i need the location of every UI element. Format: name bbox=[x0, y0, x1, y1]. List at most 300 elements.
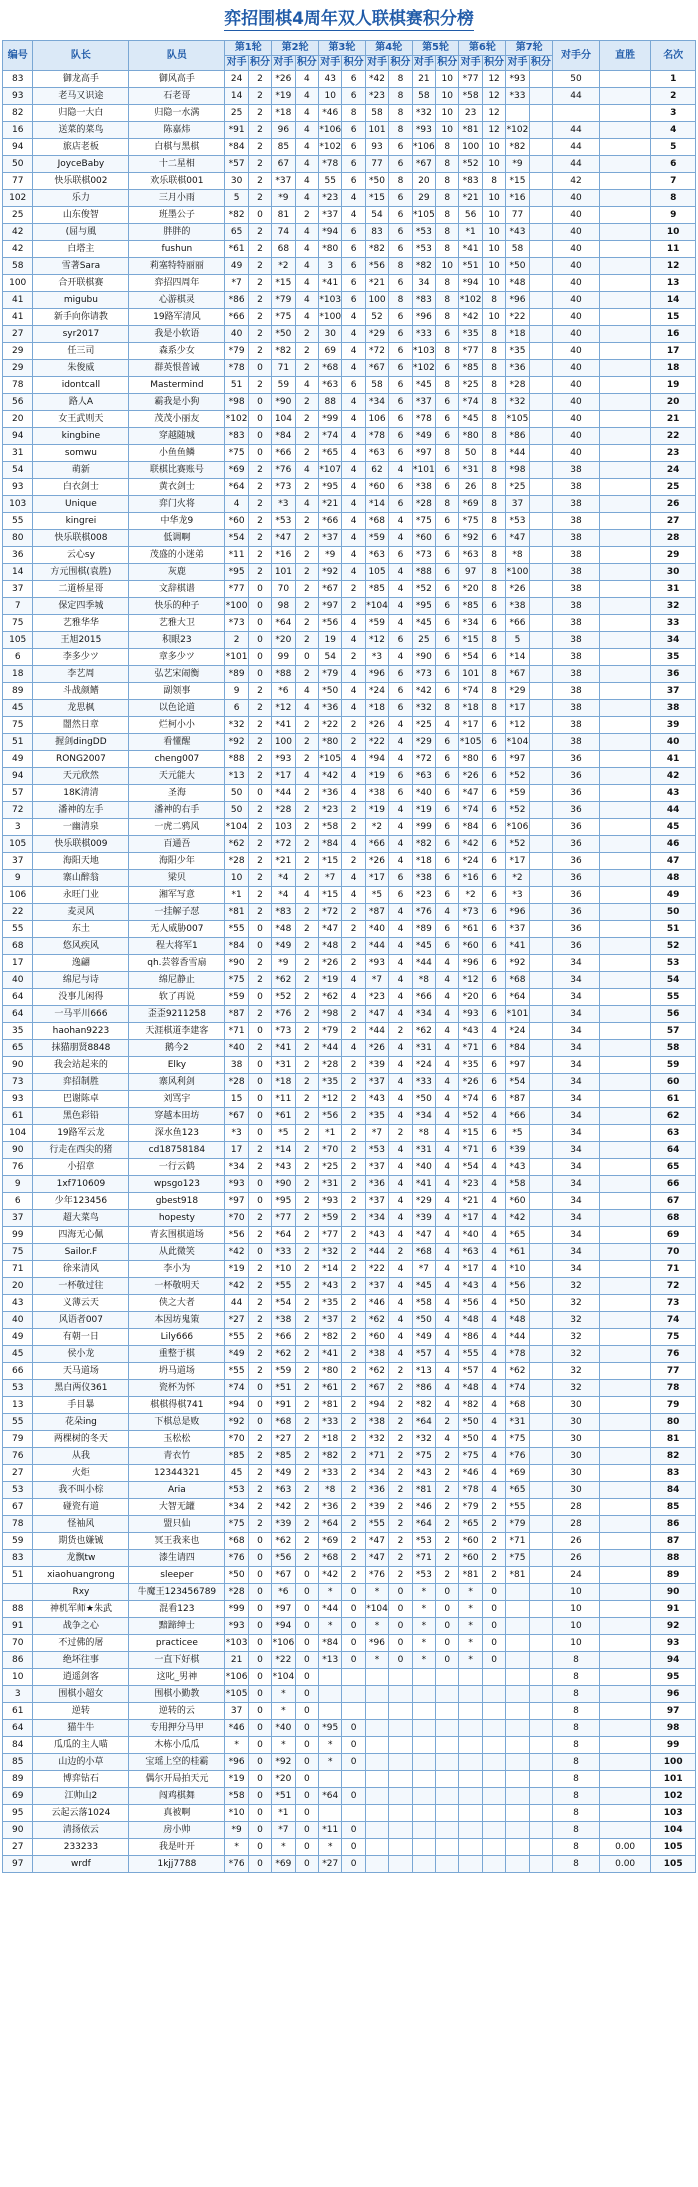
cell-team-id: 83 bbox=[3, 1550, 33, 1567]
cell-r6-opp: *60 bbox=[459, 1550, 482, 1567]
cell-r6-opp: *105 bbox=[459, 734, 482, 751]
cell-r6-opp: *54 bbox=[459, 649, 482, 666]
cell-direct bbox=[599, 887, 651, 904]
cell-r4-opp: *63 bbox=[365, 445, 388, 462]
cell-team-id: 51 bbox=[3, 1567, 33, 1584]
cell-r2-score: 2 bbox=[295, 1108, 318, 1125]
cell-r1-score: 2 bbox=[248, 904, 271, 921]
cell-member: 天涯棋道李建客 bbox=[129, 1023, 225, 1040]
cell-r1-score: 2 bbox=[248, 479, 271, 496]
cell-r3-opp: *93 bbox=[319, 1193, 342, 1210]
cell-r7-score bbox=[529, 1550, 552, 1567]
cell-captain: 老马又识途 bbox=[33, 88, 129, 105]
cell-opp-total: 36 bbox=[553, 768, 600, 785]
cell-r7-score bbox=[529, 428, 552, 445]
cell-r6-opp: *54 bbox=[459, 1159, 482, 1176]
cell-team-id: 10 bbox=[3, 1669, 33, 1686]
cell-r5-opp bbox=[412, 1839, 435, 1856]
cell-r7-score bbox=[529, 71, 552, 88]
cell-team-id bbox=[3, 1584, 33, 1601]
cell-r7-opp: *74 bbox=[506, 1380, 529, 1397]
cell-r7-opp bbox=[506, 1669, 529, 1686]
cell-r5-score: 4 bbox=[436, 1142, 459, 1159]
cell-r2-opp: *90 bbox=[272, 1176, 295, 1193]
cell-r3-opp: 55 bbox=[319, 173, 342, 190]
cell-r5-score: 8 bbox=[436, 343, 459, 360]
cell-r3-score: 2 bbox=[342, 1108, 365, 1125]
cell-r5-score: 4 bbox=[436, 1023, 459, 1040]
cell-r7-opp: *5 bbox=[506, 1125, 529, 1142]
cell-r3-score: 2 bbox=[342, 1414, 365, 1431]
cell-r2-score: 0 bbox=[295, 1839, 318, 1856]
cell-rank: 79 bbox=[651, 1397, 696, 1414]
cell-opp-total: 34 bbox=[553, 1159, 600, 1176]
cell-member: 程大将军1 bbox=[129, 938, 225, 955]
cell-r5-score: 6 bbox=[436, 683, 459, 700]
cell-rank: 84 bbox=[651, 1482, 696, 1499]
cell-r7-score bbox=[529, 1108, 552, 1125]
cell-captain: 白塔主 bbox=[33, 241, 129, 258]
cell-r1-opp: 24 bbox=[225, 71, 248, 88]
cell-r3-opp: *65 bbox=[319, 445, 342, 462]
cell-team-id: 14 bbox=[3, 564, 33, 581]
cell-r5-score: 8 bbox=[436, 445, 459, 462]
cell-r1-opp: *69 bbox=[225, 462, 248, 479]
header-r7-opp: 对手 bbox=[506, 56, 529, 71]
cell-r1-opp: *75 bbox=[225, 1516, 248, 1533]
cell-r7-opp bbox=[506, 1584, 529, 1601]
cell-r1-opp: *91 bbox=[225, 122, 248, 139]
cell-r4-opp: *21 bbox=[365, 275, 388, 292]
cell-direct bbox=[599, 615, 651, 632]
cell-r4-opp: 100 bbox=[365, 292, 388, 309]
cell-r4-opp bbox=[365, 1720, 388, 1737]
cell-r2-score: 2 bbox=[295, 428, 318, 445]
table-row bbox=[3, 292, 696, 309]
cell-member: 茂茂小丽友 bbox=[129, 411, 225, 428]
cell-r6-opp: *45 bbox=[459, 411, 482, 428]
cell-member: 寨风利剑 bbox=[129, 1074, 225, 1091]
cell-r1-score: 0 bbox=[248, 1601, 271, 1618]
cell-direct bbox=[599, 938, 651, 955]
cell-r3-score: 4 bbox=[342, 887, 365, 904]
cell-r6-score: 4 bbox=[482, 1210, 505, 1227]
cell-captain: JoyceBaby bbox=[33, 156, 129, 173]
cell-member: 专用押分马甲 bbox=[129, 1720, 225, 1737]
cell-member: 章多少ツ bbox=[129, 649, 225, 666]
cell-r6-score: 6 bbox=[482, 836, 505, 853]
cell-r3-score: 2 bbox=[342, 581, 365, 598]
cell-member: 逆转的云 bbox=[129, 1703, 225, 1720]
cell-r1-opp: *76 bbox=[225, 1856, 248, 1873]
cell-opp-total: 32 bbox=[553, 1346, 600, 1363]
cell-r3-opp: *46 bbox=[319, 105, 342, 122]
cell-r6-score: 4 bbox=[482, 1108, 505, 1125]
cell-r1-score: 2 bbox=[248, 751, 271, 768]
cell-r4-opp bbox=[365, 1669, 388, 1686]
cell-captain: 一杯敬过往 bbox=[33, 1278, 129, 1295]
cell-r5-opp: *40 bbox=[412, 1159, 435, 1176]
cell-direct bbox=[599, 1142, 651, 1159]
cell-r6-opp: *78 bbox=[459, 1482, 482, 1499]
table-row bbox=[3, 1023, 696, 1040]
cell-member: 心游棋灵 bbox=[129, 292, 225, 309]
cell-rank: 4 bbox=[651, 122, 696, 139]
cell-r7-score bbox=[529, 1125, 552, 1142]
cell-r6-opp: *71 bbox=[459, 1142, 482, 1159]
cell-r1-opp: *53 bbox=[225, 1482, 248, 1499]
cell-r2-opp: *75 bbox=[272, 309, 295, 326]
cell-r5-opp: *53 bbox=[412, 241, 435, 258]
cell-captain: 寨山醉翁 bbox=[33, 870, 129, 887]
cell-direct bbox=[599, 870, 651, 887]
cell-direct bbox=[599, 1278, 651, 1295]
cell-r5-score: 4 bbox=[436, 1346, 459, 1363]
cell-r5-opp: *66 bbox=[412, 989, 435, 1006]
cell-r5-opp: *99 bbox=[412, 819, 435, 836]
header-opp-total: 对手分 bbox=[553, 41, 600, 71]
cell-member: qh.芸蓉香雪扇 bbox=[129, 955, 225, 972]
cell-r5-opp: *101 bbox=[412, 462, 435, 479]
cell-opp-total: 34 bbox=[553, 1261, 600, 1278]
cell-r3-score bbox=[342, 1703, 365, 1720]
cell-rank: 76 bbox=[651, 1346, 696, 1363]
cell-r4-opp: *15 bbox=[365, 190, 388, 207]
cell-team-id: 20 bbox=[3, 411, 33, 428]
cell-r6-score: 6 bbox=[482, 853, 505, 870]
cell-r1-score: 0 bbox=[248, 1533, 271, 1550]
table-row bbox=[3, 343, 696, 360]
cell-r1-opp: *7 bbox=[225, 275, 248, 292]
cell-direct bbox=[599, 1635, 651, 1652]
cell-captain: 两棵树的冬天 bbox=[33, 1431, 129, 1448]
cell-team-id: 69 bbox=[3, 1788, 33, 1805]
cell-opp-total: 34 bbox=[553, 1227, 600, 1244]
cell-r7-score bbox=[529, 955, 552, 972]
cell-team-id: 27 bbox=[3, 1839, 33, 1856]
cell-r3-opp: 30 bbox=[319, 326, 342, 343]
cell-member: 圣海 bbox=[129, 785, 225, 802]
cell-r4-opp: 77 bbox=[365, 156, 388, 173]
cell-r1-score: 0 bbox=[248, 1567, 271, 1584]
cell-rank: 55 bbox=[651, 989, 696, 1006]
cell-opp-total: 34 bbox=[553, 1125, 600, 1142]
cell-r3-score: 0 bbox=[342, 1788, 365, 1805]
cell-captain: 天元欣然 bbox=[33, 768, 129, 785]
cell-r1-opp: *78 bbox=[225, 360, 248, 377]
cell-r3-score: 2 bbox=[342, 1380, 365, 1397]
cell-captain: 女王武则天 bbox=[33, 411, 129, 428]
cell-captain: 从我 bbox=[33, 1448, 129, 1465]
table-row bbox=[3, 1074, 696, 1091]
cell-r4-score: 4 bbox=[389, 564, 412, 581]
cell-direct bbox=[599, 683, 651, 700]
cell-captain: 乐力 bbox=[33, 190, 129, 207]
cell-rank: 104 bbox=[651, 1822, 696, 1839]
cell-r3-opp: *74 bbox=[319, 428, 342, 445]
cell-direct bbox=[599, 1754, 651, 1771]
cell-r1-score: 0 bbox=[248, 989, 271, 1006]
cell-r6-opp: 101 bbox=[459, 666, 482, 683]
cell-r1-opp: *10 bbox=[225, 1805, 248, 1822]
cell-captain: 风语者007 bbox=[33, 1312, 129, 1329]
cell-r2-opp: 99 bbox=[272, 649, 295, 666]
cell-r2-opp: *3 bbox=[272, 496, 295, 513]
cell-r4-opp: *39 bbox=[365, 1057, 388, 1074]
cell-r5-score: 2 bbox=[436, 1414, 459, 1431]
cell-team-id: 65 bbox=[3, 1040, 33, 1057]
cell-direct bbox=[599, 326, 651, 343]
cell-r6-opp: * bbox=[459, 1635, 482, 1652]
cell-r3-score: 2 bbox=[342, 921, 365, 938]
cell-r1-opp: *105 bbox=[225, 1686, 248, 1703]
cell-r2-opp: 104 bbox=[272, 411, 295, 428]
cell-r5-opp: *45 bbox=[412, 1278, 435, 1295]
cell-direct bbox=[599, 1771, 651, 1788]
cell-r6-opp: *52 bbox=[459, 156, 482, 173]
cell-r3-opp: *22 bbox=[319, 717, 342, 734]
cell-direct bbox=[599, 360, 651, 377]
cell-opp-total: 32 bbox=[553, 1295, 600, 1312]
cell-r2-score: 4 bbox=[295, 173, 318, 190]
cell-r3-opp: *21 bbox=[319, 496, 342, 513]
cell-member: 石老哥 bbox=[129, 88, 225, 105]
cell-opp-total: 8 bbox=[553, 1652, 600, 1669]
cell-r1-opp: 65 bbox=[225, 224, 248, 241]
cell-member: 低调啊 bbox=[129, 530, 225, 547]
cell-r7-score bbox=[529, 1346, 552, 1363]
cell-r3-score: 6 bbox=[342, 173, 365, 190]
cell-r5-opp: *72 bbox=[412, 751, 435, 768]
cell-r5-opp: *37 bbox=[412, 394, 435, 411]
header-r3-opp: 对手 bbox=[319, 56, 342, 71]
cell-opp-total: 26 bbox=[553, 1550, 600, 1567]
cell-captain: 保定四季城 bbox=[33, 598, 129, 615]
cell-r4-opp bbox=[365, 1839, 388, 1856]
cell-r1-score: 0 bbox=[248, 1703, 271, 1720]
cell-captain: 江帅山2 bbox=[33, 1788, 129, 1805]
cell-opp-total: 32 bbox=[553, 1329, 600, 1346]
cell-r7-opp: *52 bbox=[506, 768, 529, 785]
cell-r4-score: 0 bbox=[389, 1652, 412, 1669]
cell-r7-score bbox=[529, 309, 552, 326]
cell-r6-opp: *1 bbox=[459, 224, 482, 241]
cell-opp-total: 36 bbox=[553, 887, 600, 904]
cell-r5-opp: *38 bbox=[412, 479, 435, 496]
table-row bbox=[3, 173, 696, 190]
cell-rank: 72 bbox=[651, 1278, 696, 1295]
cell-r7-opp: *47 bbox=[506, 530, 529, 547]
cell-r3-score: 4 bbox=[342, 1040, 365, 1057]
cell-r5-score: 6 bbox=[436, 819, 459, 836]
cell-r3-score: 2 bbox=[342, 1397, 365, 1414]
cell-r5-score: 8 bbox=[436, 224, 459, 241]
table-row bbox=[3, 1227, 696, 1244]
cell-opp-total: 8 bbox=[553, 1856, 600, 1873]
cell-r4-opp: *78 bbox=[365, 428, 388, 445]
cell-r1-score: 2 bbox=[248, 1363, 271, 1380]
cell-captain: 方元围棋(袁胜) bbox=[33, 564, 129, 581]
cell-r6-score: 8 bbox=[482, 479, 505, 496]
cell-r4-opp: 52 bbox=[365, 309, 388, 326]
cell-r3-opp: *95 bbox=[319, 1720, 342, 1737]
cell-team-id: 55 bbox=[3, 921, 33, 938]
cell-r3-opp: *72 bbox=[319, 904, 342, 921]
cell-rank: 50 bbox=[651, 904, 696, 921]
cell-r5-opp bbox=[412, 1856, 435, 1873]
cell-r6-opp: *23 bbox=[459, 1176, 482, 1193]
cell-r6-opp: 23 bbox=[459, 105, 482, 122]
cell-r7-opp: 58 bbox=[506, 241, 529, 258]
cell-r4-opp: *96 bbox=[365, 666, 388, 683]
table-row bbox=[3, 1635, 696, 1652]
cell-r3-score: 2 bbox=[342, 1448, 365, 1465]
cell-r4-opp: *47 bbox=[365, 1533, 388, 1550]
cell-r6-opp bbox=[459, 1839, 482, 1856]
cell-direct bbox=[599, 547, 651, 564]
cell-r5-opp: *53 bbox=[412, 1567, 435, 1584]
cell-r5-opp: * bbox=[412, 1635, 435, 1652]
cell-member: Aria bbox=[129, 1482, 225, 1499]
cell-r3-score: 2 bbox=[342, 598, 365, 615]
cell-r2-opp: *64 bbox=[272, 1227, 295, 1244]
cell-team-id: 84 bbox=[3, 1737, 33, 1754]
cell-r6-score: 8 bbox=[482, 377, 505, 394]
cell-r5-score: 4 bbox=[436, 1312, 459, 1329]
cell-r4-score: 6 bbox=[389, 496, 412, 513]
cell-r1-opp: *92 bbox=[225, 1414, 248, 1431]
cell-r3-opp: *82 bbox=[319, 1329, 342, 1346]
cell-member: 宝瑶上空的桂霸 bbox=[129, 1754, 225, 1771]
cell-r7-opp: *39 bbox=[506, 1142, 529, 1159]
cell-r2-opp: * bbox=[272, 1686, 295, 1703]
cell-r4-score: 4 bbox=[389, 1261, 412, 1278]
cell-rank: 64 bbox=[651, 1142, 696, 1159]
cell-r6-score: 10 bbox=[482, 241, 505, 258]
cell-r4-opp: *3 bbox=[365, 649, 388, 666]
cell-r2-opp: 70 bbox=[272, 581, 295, 598]
cell-r1-score: 2 bbox=[248, 292, 271, 309]
cell-r5-opp: *102 bbox=[412, 360, 435, 377]
cell-opp-total: 10 bbox=[553, 1618, 600, 1635]
cell-rank: 60 bbox=[651, 1074, 696, 1091]
cell-member: 软了再说 bbox=[129, 989, 225, 1006]
table-row bbox=[3, 1329, 696, 1346]
table-row bbox=[3, 1006, 696, 1023]
cell-r3-score: 2 bbox=[342, 802, 365, 819]
cell-member: cheng007 bbox=[129, 751, 225, 768]
cell-r5-opp: *105 bbox=[412, 207, 435, 224]
cell-r2-opp: *49 bbox=[272, 1465, 295, 1482]
cell-r5-score: 4 bbox=[436, 1159, 459, 1176]
cell-r4-score: 4 bbox=[389, 615, 412, 632]
cell-r1-opp: 50 bbox=[225, 802, 248, 819]
cell-r6-score bbox=[482, 1805, 505, 1822]
cell-r5-score: 4 bbox=[436, 1278, 459, 1295]
cell-r2-opp: *20 bbox=[272, 1771, 295, 1788]
cell-opp-total: 40 bbox=[553, 445, 600, 462]
cell-member: 冥王我来也 bbox=[129, 1533, 225, 1550]
cell-r7-opp: *25 bbox=[506, 479, 529, 496]
cell-r3-score: 2 bbox=[342, 649, 365, 666]
cell-member: 陈嘉炜 bbox=[129, 122, 225, 139]
cell-member: 青衣竹 bbox=[129, 1448, 225, 1465]
cell-r4-opp bbox=[365, 1754, 388, 1771]
cell-opp-total: 34 bbox=[553, 1091, 600, 1108]
cell-direct bbox=[599, 1176, 651, 1193]
cell-r4-score: 4 bbox=[389, 802, 412, 819]
cell-team-id: 103 bbox=[3, 496, 33, 513]
cell-r6-opp: *18 bbox=[459, 700, 482, 717]
cell-opp-total: 28 bbox=[553, 1499, 600, 1516]
cell-team-id: 6 bbox=[3, 649, 33, 666]
cell-rank: 29 bbox=[651, 547, 696, 564]
table-row bbox=[3, 1465, 696, 1482]
cell-r6-score: 10 bbox=[482, 139, 505, 156]
cell-r3-opp: *99 bbox=[319, 411, 342, 428]
cell-r6-score: 4 bbox=[482, 1482, 505, 1499]
cell-r3-opp: *84 bbox=[319, 836, 342, 853]
cell-r3-score bbox=[342, 1669, 365, 1686]
cell-r1-score: 0 bbox=[248, 1771, 271, 1788]
cell-r6-opp: *20 bbox=[459, 989, 482, 1006]
cell-r6-score: 6 bbox=[482, 870, 505, 887]
cell-r4-score: 6 bbox=[389, 190, 412, 207]
cell-r5-opp: *38 bbox=[412, 870, 435, 887]
cell-r1-score: 0 bbox=[248, 1635, 271, 1652]
table-row bbox=[3, 377, 696, 394]
cell-r2-score: 2 bbox=[295, 394, 318, 411]
cell-r1-opp: *79 bbox=[225, 343, 248, 360]
cell-r4-score: 4 bbox=[389, 819, 412, 836]
cell-r4-score: 2 bbox=[389, 1125, 412, 1142]
table-row bbox=[3, 904, 696, 921]
cell-r6-score: 8 bbox=[482, 666, 505, 683]
cell-r7-opp: *52 bbox=[506, 802, 529, 819]
cell-captain: 火炬 bbox=[33, 1465, 129, 1482]
cell-r6-score: 6 bbox=[482, 904, 505, 921]
cell-r2-score: 2 bbox=[295, 904, 318, 921]
cell-captain: 李多少ツ bbox=[33, 649, 129, 666]
cell-opp-total: 10 bbox=[553, 1635, 600, 1652]
cell-r7-score bbox=[529, 1023, 552, 1040]
cell-team-id: 3 bbox=[3, 819, 33, 836]
cell-r7-opp: *69 bbox=[506, 1465, 529, 1482]
cell-rank: 20 bbox=[651, 394, 696, 411]
table-row bbox=[3, 700, 696, 717]
cell-r2-score: 2 bbox=[295, 343, 318, 360]
table-row bbox=[3, 360, 696, 377]
cell-opp-total: 30 bbox=[553, 1465, 600, 1482]
table-row bbox=[3, 649, 696, 666]
cell-r7-opp: 77 bbox=[506, 207, 529, 224]
cell-r6-opp bbox=[459, 1737, 482, 1754]
cell-r2-score: 2 bbox=[295, 1380, 318, 1397]
cell-opp-total: 40 bbox=[553, 343, 600, 360]
cell-r3-opp: *61 bbox=[319, 1380, 342, 1397]
cell-r7-opp bbox=[506, 1720, 529, 1737]
cell-r5-score: 4 bbox=[436, 1227, 459, 1244]
cell-r2-opp: *67 bbox=[272, 1567, 295, 1584]
cell-r6-score: 6 bbox=[482, 1006, 505, 1023]
cell-rank: 54 bbox=[651, 972, 696, 989]
cell-r1-opp: *103 bbox=[225, 1635, 248, 1652]
cell-rank: 10 bbox=[651, 224, 696, 241]
cell-opp-total: 34 bbox=[553, 1074, 600, 1091]
cell-opp-total: 36 bbox=[553, 921, 600, 938]
cell-r6-score: 6 bbox=[482, 717, 505, 734]
cell-rank: 97 bbox=[651, 1703, 696, 1720]
